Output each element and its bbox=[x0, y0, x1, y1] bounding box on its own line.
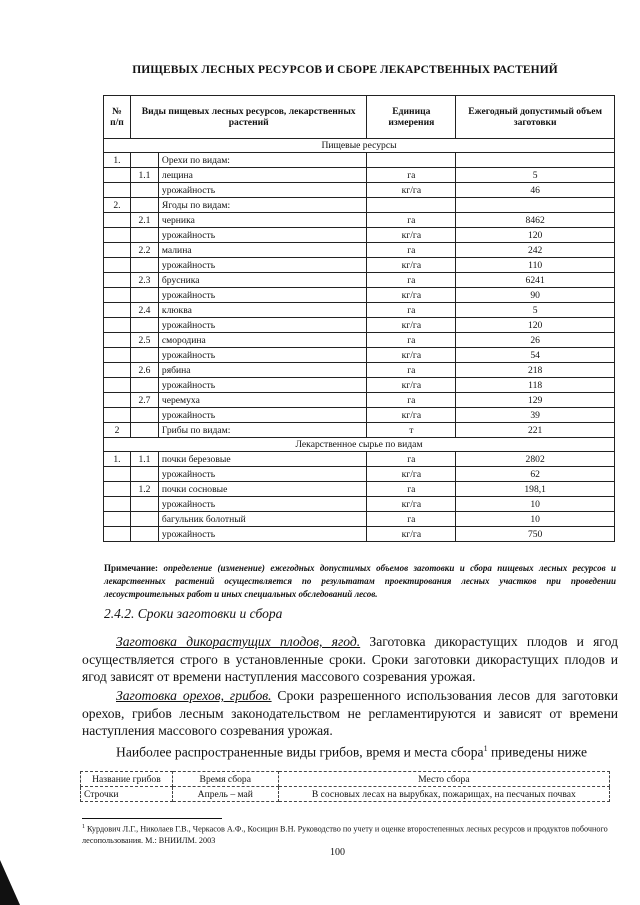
row-subnum bbox=[130, 153, 158, 168]
row-num bbox=[104, 333, 131, 348]
row-name: багульник болотный bbox=[158, 512, 367, 527]
row-value: 5 bbox=[456, 168, 615, 183]
row-value: 6241 bbox=[456, 273, 615, 288]
row-num bbox=[104, 213, 131, 228]
row-name: почки березовые bbox=[158, 452, 367, 467]
paragraph-fruits bbox=[82, 633, 618, 686]
table-row bbox=[104, 288, 615, 303]
row-name: урожайность bbox=[158, 228, 367, 243]
row-name: урожайность bbox=[158, 288, 367, 303]
note-text: определение (изменение) ежегодных допустимых объемов заготовки и сбора пищевых лесных ресурсов и лекарственных растений осуществляется по результатам проектирования лесных участков при проведении лесоустроительных работ и иных специальных обследований лесов. bbox=[104, 563, 617, 599]
table-row bbox=[104, 183, 615, 198]
row-name: Ягоды по видам: bbox=[158, 198, 367, 213]
row-subnum bbox=[130, 228, 158, 243]
row-unit: га bbox=[367, 303, 456, 318]
page-title: ПИЩЕВЫХ ЛЕСНЫХ РЕСУРСОВ И СБОРЕ ЛЕКАРСТВЕННЫХ РАСТЕНИЙ bbox=[132, 64, 558, 76]
row-subnum bbox=[130, 497, 158, 512]
row-unit: кг/га bbox=[367, 183, 456, 198]
mushrooms-header-time: Время сбора bbox=[172, 772, 278, 787]
table-row bbox=[104, 243, 615, 258]
scan-corner-shadow bbox=[0, 860, 20, 905]
row-unit: кг/га bbox=[367, 318, 456, 333]
row-num bbox=[104, 168, 131, 183]
row-num bbox=[104, 318, 131, 333]
table-row bbox=[104, 363, 615, 378]
row-unit: кг/га bbox=[367, 527, 456, 542]
row-num bbox=[104, 348, 131, 363]
row-value: 198,1 bbox=[456, 482, 615, 497]
mushrooms-cell-name: Строчки bbox=[81, 787, 173, 802]
row-value: 10 bbox=[456, 497, 615, 512]
table-row bbox=[104, 408, 615, 423]
row-unit: га bbox=[367, 333, 456, 348]
row-num bbox=[104, 363, 131, 378]
page-number: 100 bbox=[330, 847, 345, 858]
row-name: малина bbox=[158, 243, 367, 258]
row-unit: га bbox=[367, 168, 456, 183]
row-value: 26 bbox=[456, 333, 615, 348]
row-value bbox=[456, 153, 615, 168]
table-row bbox=[104, 467, 615, 482]
row-value bbox=[456, 198, 615, 213]
row-value: 90 bbox=[456, 288, 615, 303]
row-value: 118 bbox=[456, 378, 615, 393]
row-unit: кг/га bbox=[367, 288, 456, 303]
row-name: урожайность bbox=[158, 348, 367, 363]
header-unit: Единица измерения bbox=[367, 96, 456, 139]
table-row bbox=[104, 497, 615, 512]
row-unit: кг/га bbox=[367, 408, 456, 423]
row-subnum: 2.4 bbox=[130, 303, 158, 318]
row-unit: га bbox=[367, 512, 456, 527]
row-name: урожайность bbox=[158, 318, 367, 333]
row-unit bbox=[367, 153, 456, 168]
row-unit: га bbox=[367, 393, 456, 408]
row-unit: га bbox=[367, 482, 456, 497]
row-name: урожайность bbox=[158, 408, 367, 423]
row-unit: га bbox=[367, 452, 456, 467]
paragraph-nuts bbox=[82, 687, 618, 740]
row-subnum bbox=[130, 378, 158, 393]
row-name: брусника bbox=[158, 273, 367, 288]
row-name: урожайность bbox=[158, 467, 367, 482]
row-unit: кг/га bbox=[367, 378, 456, 393]
row-value: 129 bbox=[456, 393, 615, 408]
row-num bbox=[104, 288, 131, 303]
table-row bbox=[104, 303, 615, 318]
table-note bbox=[104, 562, 616, 601]
table-row bbox=[104, 318, 615, 333]
row-num bbox=[104, 408, 131, 423]
row-value: 62 bbox=[456, 467, 615, 482]
row-num bbox=[104, 527, 131, 542]
row-value: 120 bbox=[456, 318, 615, 333]
table-row bbox=[104, 393, 615, 408]
row-subnum: 2.1 bbox=[130, 213, 158, 228]
row-unit: га bbox=[367, 363, 456, 378]
row-subnum: 2.3 bbox=[130, 273, 158, 288]
row-num bbox=[104, 303, 131, 318]
table-row bbox=[104, 198, 615, 213]
paragraph-mushrooms-tail: приведены ниже bbox=[487, 744, 588, 760]
table-row bbox=[104, 378, 615, 393]
table-row bbox=[104, 168, 615, 183]
table-row bbox=[104, 348, 615, 363]
paragraph-nuts-text: Сроки разрешенного использования лесов для заготовки орехов, грибов лесным законодательством не регламентируются и зависят от времени наступления массового созревания урожая. bbox=[82, 688, 618, 739]
table-row bbox=[104, 333, 615, 348]
row-unit: кг/га bbox=[367, 497, 456, 512]
mushrooms-header-name: Название грибов bbox=[81, 772, 173, 787]
row-name: урожайность bbox=[158, 258, 367, 273]
mushrooms-row bbox=[81, 787, 610, 802]
paragraph-mushrooms-text: Наиболее распространенные виды грибов, время и места сбора bbox=[116, 744, 484, 760]
row-unit: кг/га bbox=[367, 348, 456, 363]
section-row-food bbox=[104, 139, 615, 153]
mushrooms-header-row bbox=[81, 772, 610, 787]
row-name: урожайность bbox=[158, 378, 367, 393]
header-volume: Ежегодный допустимый объем заготовки bbox=[456, 96, 615, 139]
paragraph-fruits-text: Заготовка дикорастущих плодов и ягод осуществляется строго в установленные сроки. Сроки заготовки дикорастущих плодов и ягод зависят от времени наступления массового созревания урожая. bbox=[82, 634, 618, 685]
section-subheading: 2.4.2. Сроки заготовки и сбора bbox=[104, 606, 283, 621]
paragraph-nuts-lead: Заготовка орехов, грибов. bbox=[116, 688, 272, 703]
row-num bbox=[104, 393, 131, 408]
row-subnum: 2.6 bbox=[130, 363, 158, 378]
row-name: урожайность bbox=[158, 183, 367, 198]
row-subnum: 1.1 bbox=[130, 168, 158, 183]
row-num: 1. bbox=[104, 153, 131, 168]
row-subnum: 1.2 bbox=[130, 482, 158, 497]
row-value: 39 bbox=[456, 408, 615, 423]
row-value: 2802 bbox=[456, 452, 615, 467]
row-unit: кг/га bbox=[367, 258, 456, 273]
row-unit: га bbox=[367, 273, 456, 288]
row-unit: га bbox=[367, 213, 456, 228]
row-num bbox=[104, 228, 131, 243]
row-num bbox=[104, 512, 131, 527]
row-value: 221 bbox=[456, 423, 615, 438]
row-value: 5 bbox=[456, 303, 615, 318]
row-subnum: 2.5 bbox=[130, 333, 158, 348]
resources-table bbox=[103, 95, 615, 542]
table-row bbox=[104, 213, 615, 228]
table-header-row bbox=[104, 96, 615, 139]
row-unit: га bbox=[367, 243, 456, 258]
row-name: рябина bbox=[158, 363, 367, 378]
mushrooms-cell-time: Апрель – май bbox=[172, 787, 278, 802]
row-num: 1. bbox=[104, 452, 131, 467]
row-name: клюква bbox=[158, 303, 367, 318]
footnote bbox=[82, 822, 618, 846]
row-subnum bbox=[130, 183, 158, 198]
row-name: черемуха bbox=[158, 393, 367, 408]
row-unit: т bbox=[367, 423, 456, 438]
row-subnum bbox=[130, 512, 158, 527]
row-subnum bbox=[130, 527, 158, 542]
row-unit bbox=[367, 198, 456, 213]
mushrooms-table bbox=[80, 771, 610, 802]
footnote-mark: 1 bbox=[82, 824, 85, 830]
note-label: Примечание: bbox=[104, 563, 159, 573]
row-value: 8462 bbox=[456, 213, 615, 228]
row-subnum bbox=[130, 467, 158, 482]
row-name: почки сосновые bbox=[158, 482, 367, 497]
row-num: 2. bbox=[104, 198, 131, 213]
row-num bbox=[104, 378, 131, 393]
row-name: лещина bbox=[158, 168, 367, 183]
row-subnum bbox=[130, 198, 158, 213]
row-value: 54 bbox=[456, 348, 615, 363]
row-name: смородина bbox=[158, 333, 367, 348]
row-value: 10 bbox=[456, 512, 615, 527]
table-row bbox=[104, 452, 615, 467]
table-row bbox=[104, 482, 615, 497]
row-value: 110 bbox=[456, 258, 615, 273]
row-unit: кг/га bbox=[367, 467, 456, 482]
section-row-med bbox=[104, 438, 615, 452]
mushrooms-cell-place: В сосновых лесах на вырубках, пожарищах, на песчаных почвах bbox=[278, 787, 609, 802]
row-value: 750 bbox=[456, 527, 615, 542]
table-row bbox=[104, 512, 615, 527]
row-value: 46 bbox=[456, 183, 615, 198]
row-subnum: 2.2 bbox=[130, 243, 158, 258]
section-food: Пищевые ресурсы bbox=[104, 139, 615, 153]
row-num bbox=[104, 467, 131, 482]
row-subnum bbox=[130, 318, 158, 333]
row-unit: кг/га bbox=[367, 228, 456, 243]
row-num bbox=[104, 258, 131, 273]
row-name: урожайность bbox=[158, 497, 367, 512]
row-name: черника bbox=[158, 213, 367, 228]
row-value: 242 bbox=[456, 243, 615, 258]
table-row bbox=[104, 258, 615, 273]
row-num bbox=[104, 497, 131, 512]
row-subnum bbox=[130, 258, 158, 273]
footnote-text: Курдович Л.Г., Николаев Г.В., Черкасов А.Ф., Косицин В.Н. Руководство по учету и оценке второстепенных лесных ресурсов и продуктов побочного лесопользования. М.: ВНИИЛМ. 2003 bbox=[82, 824, 608, 845]
table-row bbox=[104, 228, 615, 243]
section-med: Лекарственное сырье по видам bbox=[104, 438, 615, 452]
row-value: 218 bbox=[456, 363, 615, 378]
mushrooms-header-place: Место сбора bbox=[278, 772, 609, 787]
paragraph-mushrooms bbox=[82, 740, 618, 761]
header-num: № п/п bbox=[104, 96, 131, 139]
header-kind: Виды пищевых лесных ресурсов, лекарственных растений bbox=[130, 96, 366, 139]
table-row bbox=[104, 423, 615, 438]
row-value: 120 bbox=[456, 228, 615, 243]
row-subnum bbox=[130, 408, 158, 423]
row-subnum: 1.1 bbox=[130, 452, 158, 467]
row-name: Грибы по видам: bbox=[158, 423, 367, 438]
row-num bbox=[104, 482, 131, 497]
table-row bbox=[104, 527, 615, 542]
row-num: 2 bbox=[104, 423, 131, 438]
row-name: урожайность bbox=[158, 527, 367, 542]
footnote-divider bbox=[82, 818, 222, 819]
row-num bbox=[104, 183, 131, 198]
row-subnum bbox=[130, 348, 158, 363]
row-subnum bbox=[130, 423, 158, 438]
table-row bbox=[104, 153, 615, 168]
paragraph-fruits-lead: Заготовка дикорастущих плодов, ягод. bbox=[116, 634, 361, 649]
row-num bbox=[104, 243, 131, 258]
footnote-ref: 1 bbox=[483, 744, 488, 753]
row-subnum bbox=[130, 288, 158, 303]
row-subnum: 2.7 bbox=[130, 393, 158, 408]
row-name: Орехи по видам: bbox=[158, 153, 367, 168]
table-row bbox=[104, 273, 615, 288]
row-num bbox=[104, 273, 131, 288]
